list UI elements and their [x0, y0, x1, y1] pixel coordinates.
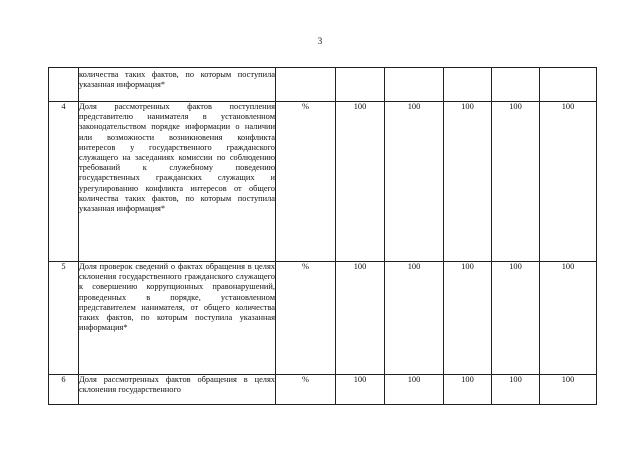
page-number: 3 — [317, 36, 323, 46]
value-cell: 100 — [336, 375, 385, 405]
unit-cell: % — [276, 102, 336, 262]
value-cell — [385, 68, 444, 102]
value-cell: 100 — [444, 102, 492, 262]
value-cell: 100 — [540, 375, 597, 405]
value-cell — [492, 68, 540, 102]
value-cell: 100 — [385, 102, 444, 262]
value-cell: 100 — [492, 262, 540, 375]
row-number: 4 — [49, 102, 79, 262]
indicator-text: количества таких фактов, по которым поступила указанная информация* — [79, 68, 276, 102]
value-cell: 100 — [444, 375, 492, 405]
row-number — [49, 68, 79, 102]
value-cell: 100 — [385, 375, 444, 405]
value-cell — [336, 68, 385, 102]
unit-cell: % — [276, 375, 336, 405]
indicator-text: Доля рассмотренных фактов обращения в целях склонения государственного — [79, 375, 276, 405]
value-cell: 100 — [492, 102, 540, 262]
value-cell: 100 — [336, 262, 385, 375]
value-cell — [540, 68, 597, 102]
value-cell: 100 — [540, 262, 597, 375]
value-cell: 100 — [540, 102, 597, 262]
indicator-text: Доля рассмотренных фактов поступления представителю нанимателя в установленном законодательством порядке информации о наличии или возможности возникновения конфликта интересов у государственного гражданского служащего на заседаниях комиссии по соблюдению требований к служебному поведению государственных гражданских служащих и урегулированию конфликта интересов от общего количества таких фактов, по которым поступила указанная информация* — [79, 102, 276, 262]
row-number: 5 — [49, 262, 79, 375]
value-cell — [444, 68, 492, 102]
value-cell: 100 — [336, 102, 385, 262]
row-number: 6 — [49, 375, 79, 405]
table-row — [49, 68, 597, 102]
unit-cell — [276, 68, 336, 102]
table-row — [49, 375, 597, 405]
table-row — [49, 262, 597, 375]
indicators-table — [48, 67, 597, 405]
indicator-text: Доля проверок сведений о фактах обращения в целях склонения государственного гражданского служащего к совершению коррупционных правонарушений, проведенных в порядке, установленном представителем нанимателя, от общего количества таких фактов, по которым поступила указанная информация* — [79, 262, 276, 375]
unit-cell: % — [276, 262, 336, 375]
value-cell: 100 — [385, 262, 444, 375]
table-row — [49, 102, 597, 262]
value-cell: 100 — [492, 375, 540, 405]
value-cell: 100 — [444, 262, 492, 375]
